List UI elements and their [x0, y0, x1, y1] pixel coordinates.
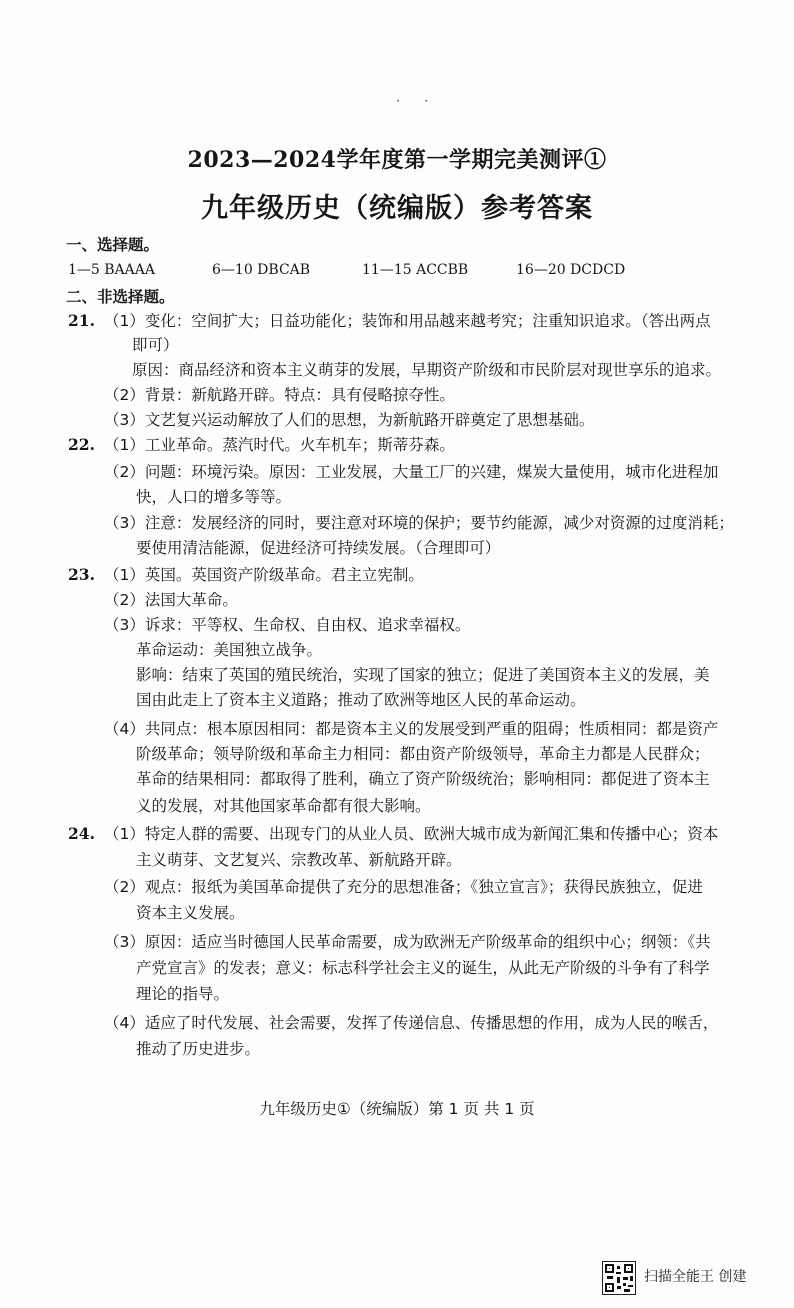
question-number-23: 23.: [68, 565, 95, 584]
q21-line: 原因：商品经济和资本主义萌芽的发展，早期资产阶级和市民阶层对现世享乐的追求。: [132, 361, 722, 379]
q21-line: （3）文艺复兴运动解放了人们的思想，为新航路开辟奠定了思想基础。: [104, 411, 595, 429]
q23-line: 义的发展，对其他国家革命都有很大影响。: [136, 797, 431, 815]
answer-group-4: 16—20 DCDCD: [516, 262, 626, 278]
q23-line: 影响：结束了英国的殖民统治，实现了国家的独立；促进了美国资本主义的发展，美: [136, 666, 710, 684]
question-number-24: 24.: [68, 824, 95, 843]
qr-code-icon: [602, 1261, 636, 1295]
q24-line: （3）原因：适应当时德国人民革命需要，成为欧洲无产阶级革命的组织中心；纲领：《共: [104, 933, 711, 951]
q24-line: 理论的指导。: [136, 985, 230, 1003]
question-number-22: 22.: [68, 435, 95, 454]
answer-group-3: 11—15 ACCBB: [362, 262, 469, 278]
q22-line: （3）注意：发展经济的同时，要注意对环境的保护；要节约能源，减少对资源的过度消耗；: [104, 514, 734, 532]
q23-line: 阶级革命；领导阶级和革命主力相同：都由资产阶级领导，革命主力都是人民群众；: [136, 745, 710, 763]
q24-line: （4）适应了时代发展、社会需要，发挥了传递信息、传播思想的作用，成为人民的喉舌，: [104, 1014, 719, 1032]
page-subtitle: 九年级历史（统编版）参考答案: [201, 193, 593, 224]
watermark-text: 扫描全能王 创建: [644, 1269, 747, 1285]
q23-line: （3）诉求：平等权、生命权、自由权、追求幸福权。: [104, 616, 471, 634]
page-footer: 九年级历史①（统编版）第 1 页 共 1 页: [259, 1100, 535, 1118]
q23-line: 革命运动：美国独立战争。: [136, 641, 323, 659]
q21-line: （1）变化：空间扩大；日益功能化；装饰和用品越来越考究；注重知识追求。（答出两点: [104, 312, 711, 330]
q24-line: 主义萌芽、文艺复兴、宗教改革、新航路开辟。: [136, 851, 462, 869]
answer-group-1: 1—5 BAAAA: [68, 262, 155, 278]
q23-line: （1）英国。英国资产阶级革命。君主立宪制。: [104, 566, 424, 584]
q23-line: 革命的结果相同：都取得了胜利，确立了资产阶级统治；影响相同：都促进了资本主: [136, 770, 710, 788]
q21-line: （2）背景：新航路开辟。特点：具有侵略掠夺性。: [104, 386, 455, 404]
question-number-21: 21.: [68, 311, 95, 330]
q22-line: （2）问题：环境污染。原因：工业发展，大量工厂的兴建，煤炭大量使用，城市化进程加: [104, 463, 719, 481]
section-heading-choice: 一、选择题。: [66, 236, 160, 254]
answer-group-2: 6—10 DBCAB: [212, 262, 311, 278]
page-title: 2023—2024学年度第一学期完美测评①: [187, 147, 607, 173]
q24-line: （2）观点：报纸为美国革命提供了充分的思想准备；《独立宣言》；获得民族独立，促进: [104, 878, 703, 896]
q24-line: 推动了历史进步。: [136, 1040, 261, 1058]
q21-line: 即可）: [132, 336, 179, 354]
q24-line: 资本主义发展。: [136, 904, 245, 922]
q22-line: （1）工业革命。蒸汽时代。火车机车；斯蒂芬森。: [104, 436, 455, 454]
q23-line: 国由此走上了资本主义道路；推动了欧洲等地区人民的革命运动。: [136, 691, 586, 709]
q24-line: （1）特定人群的需要、出现专门的从业人员、欧洲大城市成为新闻汇集和传播中心；资本: [104, 825, 719, 843]
q23-line: （4）共同点：根本原因相同：都是资本主义的发展受到严重的阻碍；性质相同：都是资产: [104, 720, 719, 738]
section-heading-nonchoice: 二、非选择题。: [66, 288, 175, 306]
q22-line: 快，人口的增多等等。: [136, 488, 292, 506]
scan-mark: · ·: [396, 94, 439, 109]
q22-line: 要使用清洁能源，促进经济可持续发展。（合理即可）: [136, 539, 501, 557]
q24-line: 产党宣言》的发表；意义：标志科学社会主义的诞生，从此无产阶级的斗争有了科学: [136, 959, 710, 977]
q23-line: （2）法国大革命。: [104, 591, 238, 609]
